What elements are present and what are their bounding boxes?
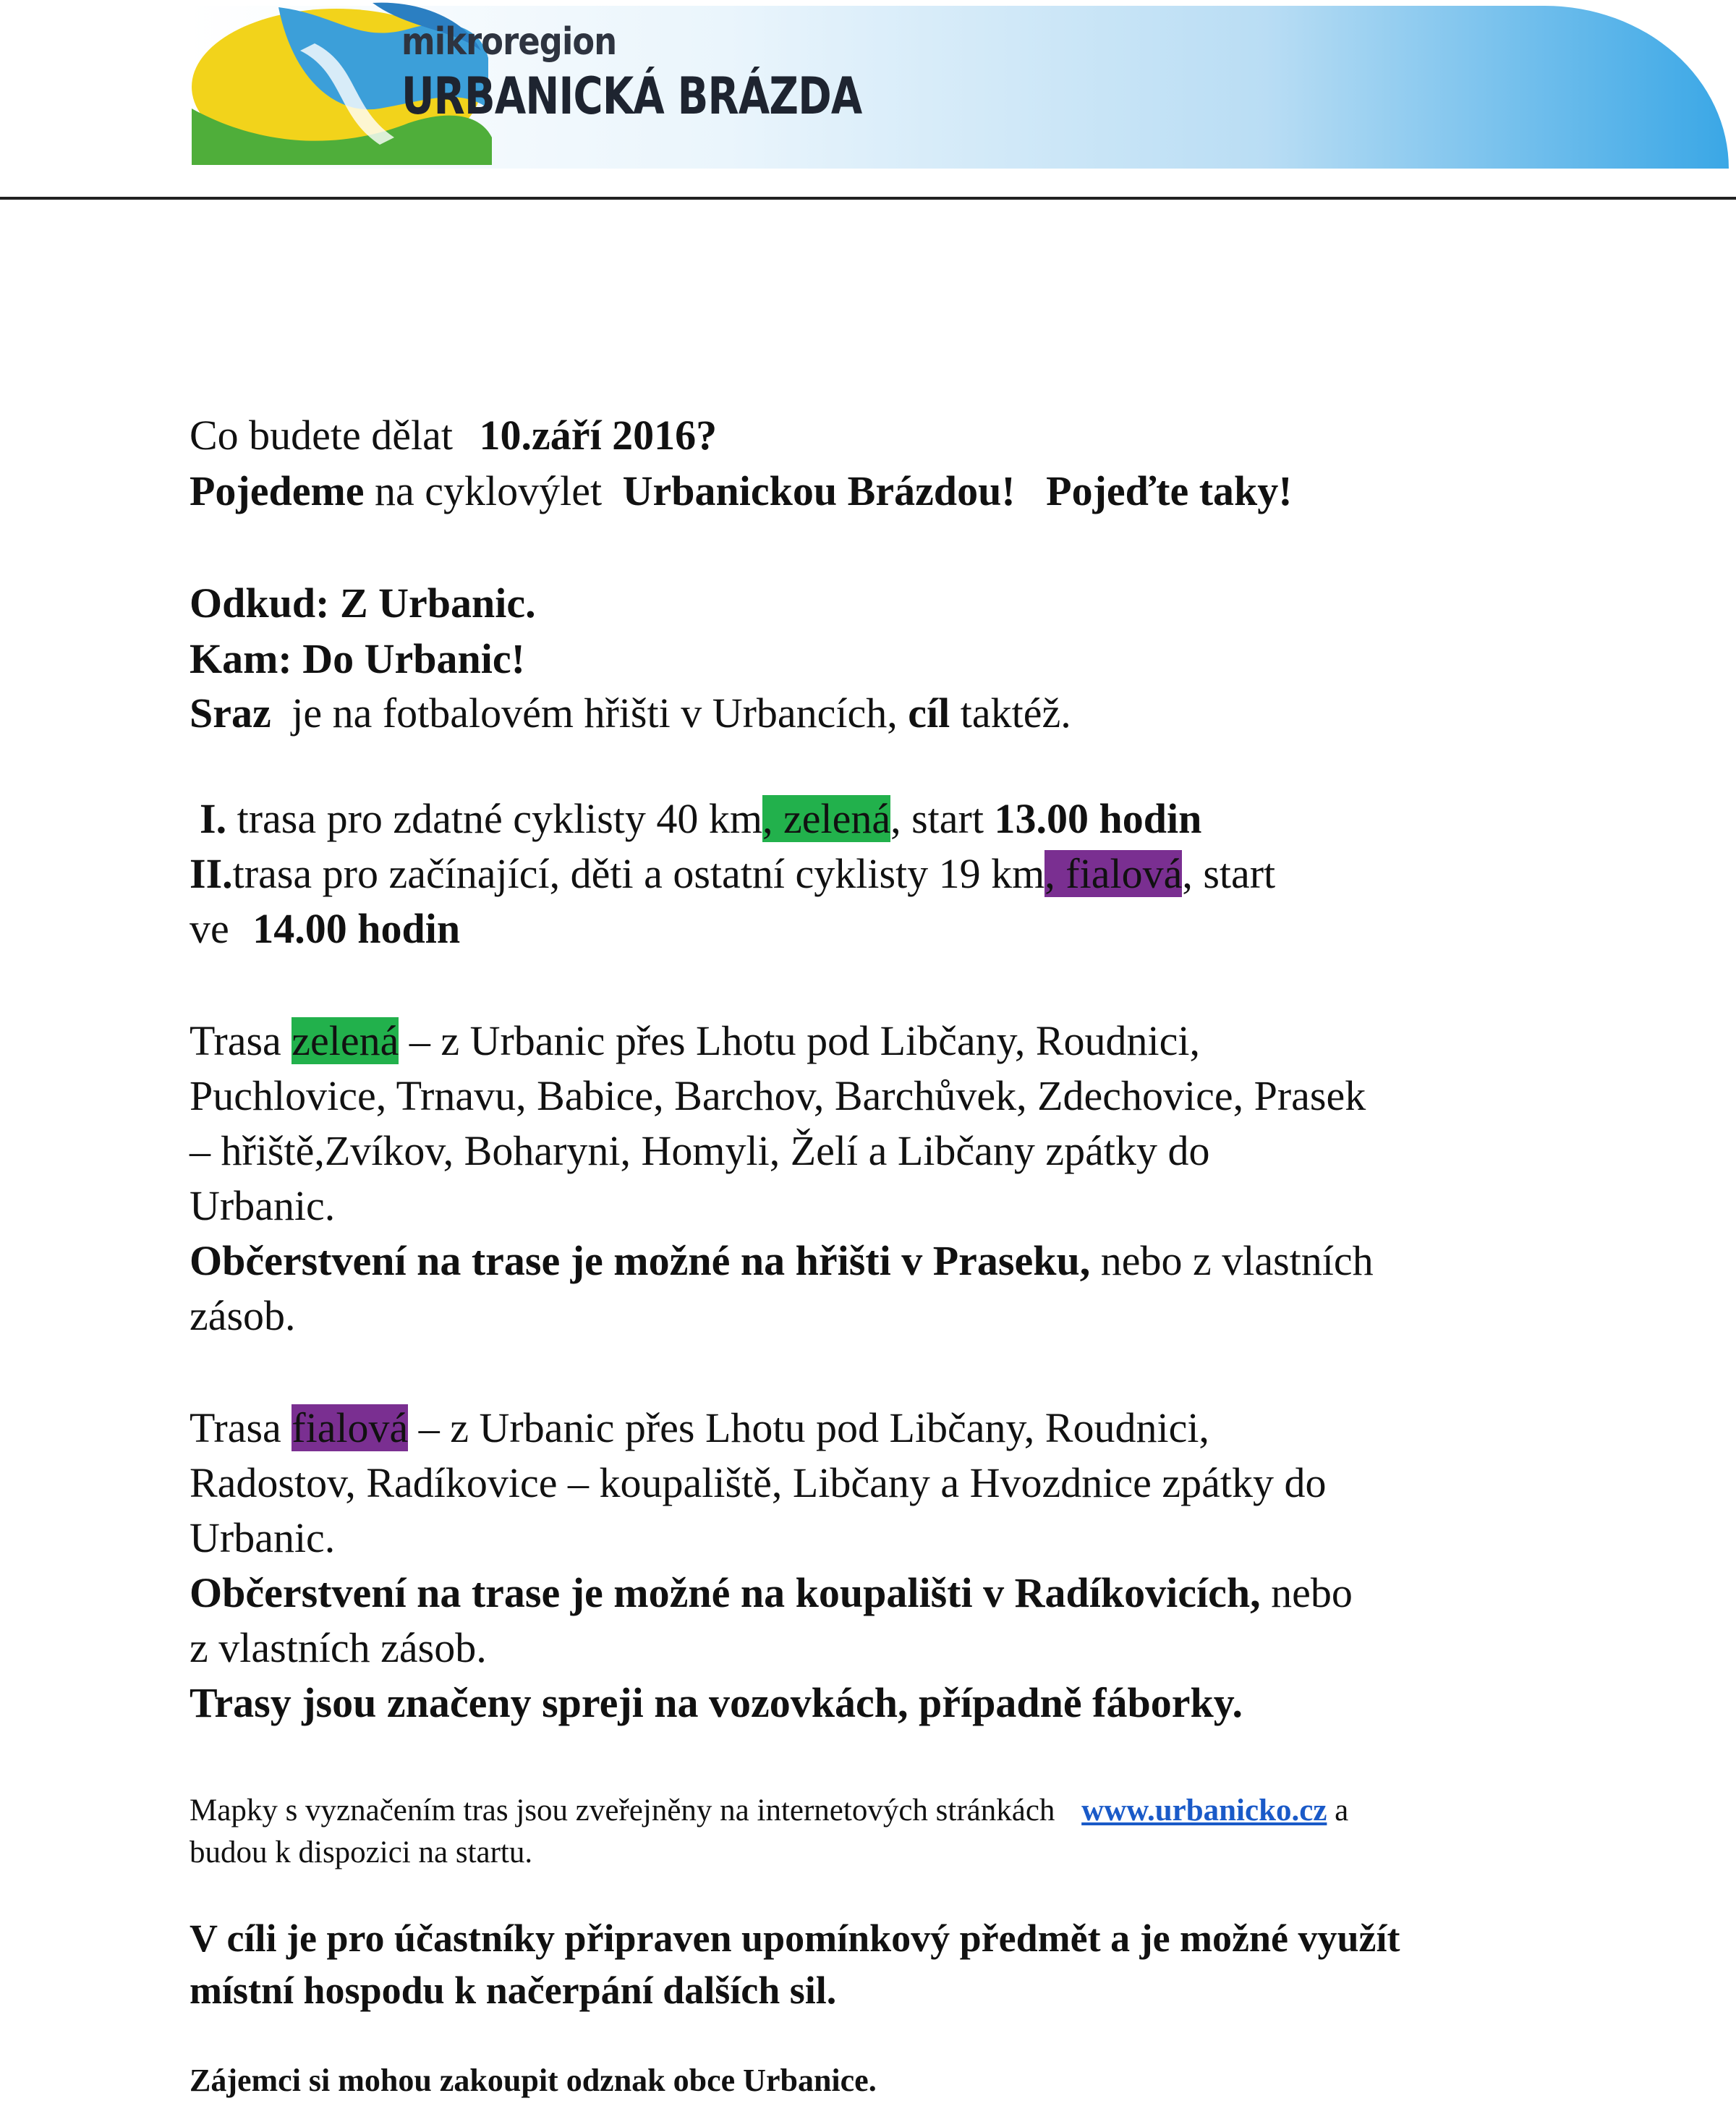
intro-line-1 — [190, 411, 717, 459]
route-2-start: , start — [1182, 850, 1276, 897]
green-route-text-3: – hřiště,Zvíkov, Boharyni, Homyli, Želí a Libčany zpátky do — [190, 1127, 1210, 1174]
route-1-number: I. — [200, 795, 227, 842]
header-divider — [0, 197, 1736, 200]
route-2-text: trasa pro začínající, děti a ostatní cyklisty 19 km — [232, 850, 1045, 897]
marking-line — [190, 1678, 1243, 1727]
finish-line-2: místní hospodu k načerpání dalších sil. — [190, 1969, 837, 2012]
route-1-start: , start — [890, 795, 984, 842]
purple-route-text-3: Urbanic. — [190, 1514, 336, 1561]
intro-text-b: na cyklovýlet — [375, 467, 603, 514]
finish-text: taktéž. — [960, 689, 1071, 736]
green-refresh-bold: Občerstvení na trase je možné na hřišti v Praseku, — [190, 1237, 1091, 1284]
route-2-number: II. — [190, 850, 233, 897]
badge-note: Zájemci si mohou zakoupit odznak obce Urbanice. — [190, 2063, 877, 2098]
header-subtitle: mikroregion — [401, 20, 617, 64]
website-link[interactable]: www.urbanicko.cz — [1081, 1793, 1327, 1828]
purple-route-color: fialová — [292, 1404, 409, 1451]
purple-refresh-end: z vlastních zásob. — [190, 1624, 487, 1671]
finish-bold: cíl — [908, 689, 950, 736]
purple-route-label: Trasa — [190, 1404, 281, 1451]
green-route-text-1: – z Urbanic přes Lhotu pod Libčany, Roudnici, — [409, 1017, 1200, 1064]
green-refresh-line — [190, 1236, 1374, 1285]
meet-line — [190, 689, 1071, 737]
route-2-line — [190, 849, 1275, 898]
from-line — [190, 579, 536, 627]
event-date: 10.září 2016? — [479, 412, 718, 459]
green-route-text-2: Puchlovice, Trnavu, Babice, Barchov, Barchůvek, Zdechovice, Prasek — [190, 1072, 1366, 1119]
header-title: URBANICKÁ BRÁZDA — [401, 67, 862, 126]
purple-route-line-1 — [190, 1404, 1209, 1452]
intro-bold-d: Pojeďte taky! — [1046, 467, 1293, 514]
green-route-color: zelená — [292, 1017, 399, 1064]
route-2-ve: ve — [190, 905, 229, 952]
route-2-line-2 — [190, 904, 460, 953]
purple-refresh-line — [190, 1568, 1353, 1617]
meet-bold: Sraz — [190, 689, 271, 736]
route-1-time: 13.00 hodin — [994, 795, 1202, 842]
meet-text: je na fotbalovém hřišti v Urbancích, — [292, 689, 898, 736]
purple-refresh-bold: Občerstvení na trase je možné na koupališti v Radíkovicích, — [190, 1569, 1261, 1616]
green-route-text-4: Urbanic. — [190, 1182, 336, 1229]
route-2-time: 14.00 hodin — [252, 905, 461, 952]
to-line — [190, 634, 525, 683]
maps-line-2: budou k dispozici na startu. — [190, 1835, 533, 1869]
purple-refresh-rest: nebo — [1271, 1569, 1353, 1616]
green-route-label: Trasa — [190, 1017, 281, 1064]
green-refresh-end: zásob. — [190, 1292, 296, 1339]
intro-question: Co budete dělat — [190, 412, 454, 459]
green-refresh-rest: nebo z vlastních — [1100, 1237, 1374, 1284]
intro-bold-a: Pojedeme — [190, 467, 365, 514]
green-route-line-1 — [190, 1016, 1200, 1065]
purple-route-text-2: Radostov, Radíkovice – koupaliště, Libčany a Hvozdnice zpátky do — [190, 1459, 1327, 1506]
maps-text: Mapky s vyznačením tras jsou zveřejněny na internetových stránkách — [190, 1793, 1055, 1828]
to-text: Kam: Do Urbanic! — [190, 635, 525, 682]
route-2-color: , fialová — [1044, 850, 1183, 897]
route-1-color: , zelená — [762, 795, 891, 842]
finish-line-1: V cíli je pro účastníky připraven upomínkový předmět a je možné využít — [190, 1916, 1400, 1960]
marking-text: Trasy jsou značeny spreji na vozovkách, případně fáborky. — [190, 1679, 1243, 1726]
purple-route-text-1: – z Urbanic přes Lhotu pod Libčany, Roudnici, — [418, 1404, 1209, 1451]
route-1-text: trasa pro zdatné cyklisty 40 km — [237, 795, 762, 842]
route-1-line — [200, 794, 1201, 843]
maps-line-1 — [190, 1793, 1348, 1828]
intro-bold-c: Urbanickou Brázdou! — [622, 467, 1016, 514]
maps-text-and: a — [1335, 1793, 1349, 1828]
from-text: Odkud: Z Urbanic. — [190, 580, 536, 627]
intro-line-2 — [190, 467, 1293, 515]
